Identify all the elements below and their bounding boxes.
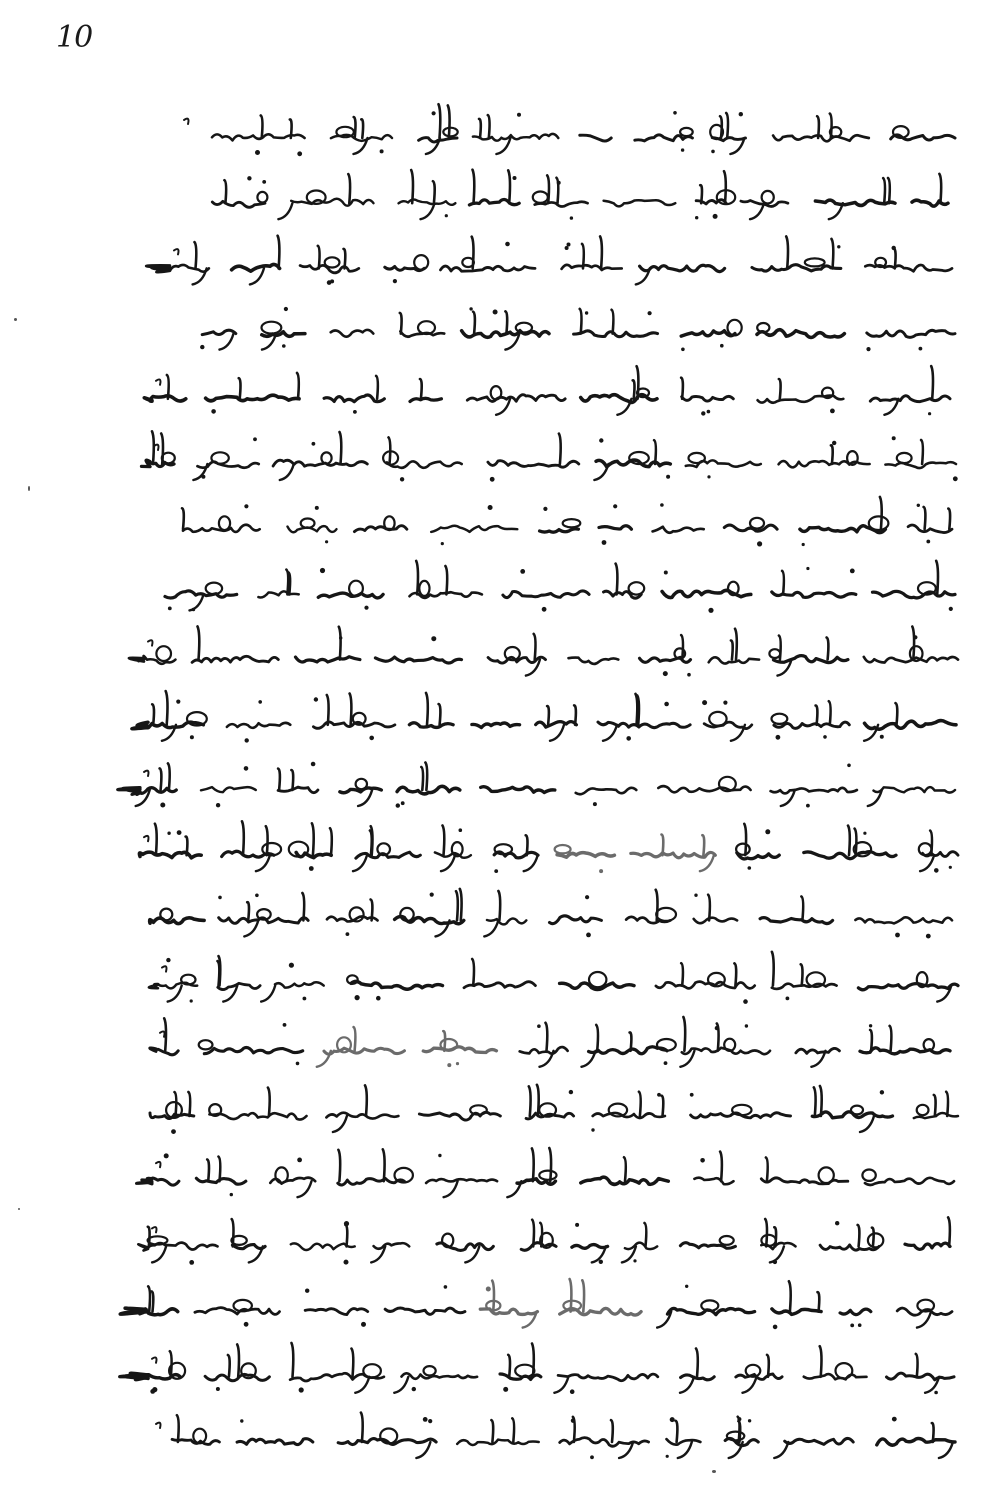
text-line xyxy=(146,236,952,285)
scan-speck xyxy=(28,486,30,491)
page-number: 10 xyxy=(56,20,93,55)
text-line xyxy=(144,366,950,415)
scan-speck xyxy=(14,318,17,321)
text-line xyxy=(120,1343,954,1394)
text-line xyxy=(138,1217,950,1264)
text-line xyxy=(132,691,956,743)
text-line xyxy=(142,431,958,481)
text-line xyxy=(165,561,955,613)
text-line xyxy=(149,952,958,1004)
text-line xyxy=(137,1148,955,1197)
text-lines xyxy=(118,104,958,1459)
text-line xyxy=(212,170,948,220)
text-line xyxy=(120,1279,952,1329)
text-line xyxy=(150,1085,958,1134)
text-line xyxy=(184,104,955,156)
text-line xyxy=(150,889,952,939)
text-line xyxy=(200,307,955,351)
scan-speck xyxy=(18,1208,20,1210)
text-line xyxy=(156,1413,955,1460)
text-line xyxy=(150,1017,950,1067)
text-line xyxy=(118,762,955,808)
text-line xyxy=(139,821,958,873)
text-line xyxy=(129,626,958,676)
text-line xyxy=(182,497,952,547)
scan-speck xyxy=(712,1470,716,1473)
